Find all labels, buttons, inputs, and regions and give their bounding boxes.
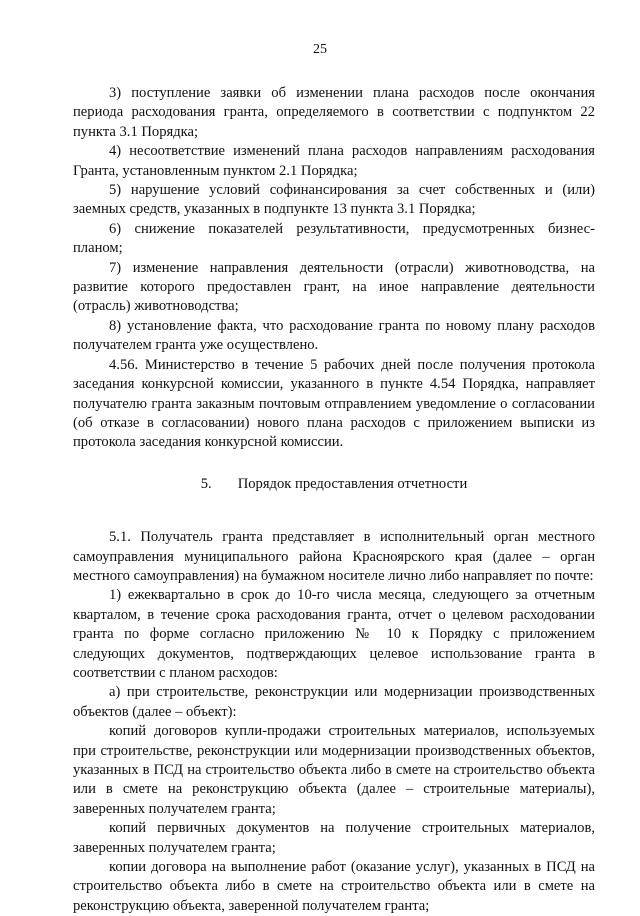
section-heading	[73, 475, 595, 494]
document-body	[73, 84, 595, 916]
subclause-1: 1) ежеквартально в срок до 10-го числа месяца, следующего за отчетным кварталом, в течение срока расходования гранта, отчет о целевом расходовании гранта по форме согласно приложению № 10 к Порядку с приложением следующих документов, подтверждающих целевое использование гранта в соответствии с планом расходов:	[73, 587, 595, 681]
subclause-a: а) при строительстве, реконструкции или модернизации производственных объектов (далее – объект):	[73, 684, 595, 720]
list-item-3: 3) поступление заявки об изменении плана расходов после окончания периода расходования гранта, определяемого в соответствии с подпунктом 22 пункта 3.1 Порядка;	[73, 85, 595, 140]
document-copies-contracts: копий договоров купли-продажи строительных материалов, используемых при строительстве, реконструкции или модернизации производственных объектов, указанных в ПСД на строительство объекта либо в смете на строительство объекта или в смете на реконструкцию объекта (далее – строительные материалы), заверенных получателем гранта;	[73, 723, 595, 817]
list-item-4: 4) несоответствие изменений плана расходов направлениям расходования Гранта, установленным пунктом 2.1 Порядка;	[73, 143, 595, 179]
document-copy-work-contract: копии договора на выполнение работ (оказание услуг), указанных в ПСД на строительство объекта либо в смете на строительство объекта или в смете на реконструкцию объекта, заверенной получателем гранта;	[73, 859, 595, 914]
document-copies-primary: копий первичных документов на получение строительных материалов, заверенных получателем гранта;	[73, 820, 595, 856]
clause-4-56: 4.56. Министерство в течение 5 рабочих дней после получения протокола заседания конкурсной комиссии, указанного в пункте 4.54 Порядка, направляет получателю гранта заказным почтовым отправлением уведомление о согласовании (об отказе в согласовании) нового плана расходов с приложением выписки из протокола заседания конкурсной комиссии.	[73, 356, 595, 451]
section-title: Порядок предоставления отчетности	[237, 475, 468, 492]
list-item-6: 6) снижение показателей результативности, предусмотренных бизнес-планом;	[73, 220, 595, 257]
list-item-5: 5) нарушение условий софинансирования за счет собственных и (или) заемных средств, указанных в подпункте 13 пункта 3.1 Порядка;	[73, 182, 595, 218]
clause-5-1: 5.1. Получатель гранта представляет в исполнительный орган местного самоуправления муниципального района Красноярского края (далее – орган местного самоуправления) на бумажном носителе лично либо направляет по почте:	[73, 529, 595, 584]
page-number: 25	[313, 42, 327, 57]
list-item-7: 7) изменение направления деятельности (отрасли) животноводства, на развитие которого предоставлен грант, на иное направление деятельности (отрасль) животноводства;	[73, 259, 595, 315]
list-item-8: 8) установление факта, что расходование гранта по новому плану расходов получателем гранта уже осуществлено.	[73, 317, 595, 354]
section-number: 5.	[200, 475, 212, 492]
